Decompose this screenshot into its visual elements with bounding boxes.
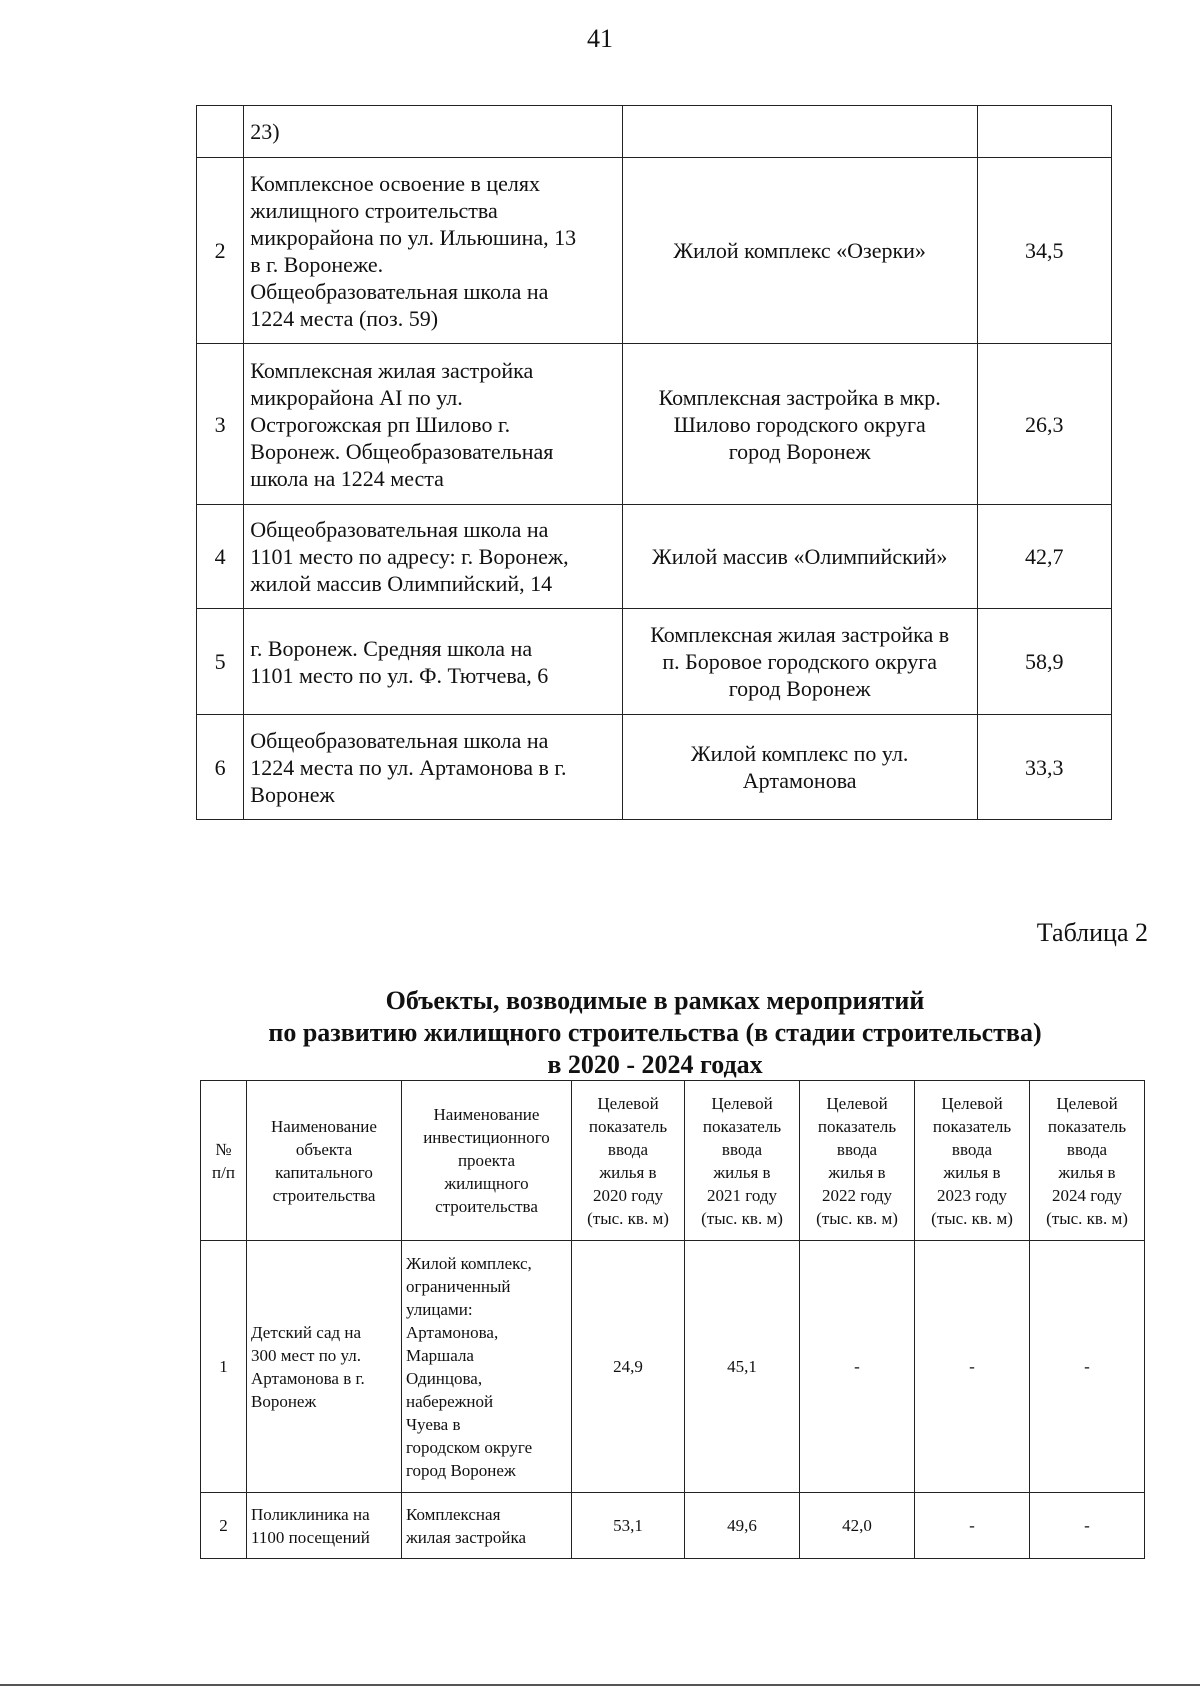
project-name: Комплексная жилая застройка в п. Боровое городского округа город Воронеж — [622, 609, 977, 715]
objects-table — [200, 1080, 1145, 1559]
table-row — [197, 106, 1112, 158]
table-row — [197, 344, 1112, 505]
row-number: 5 — [197, 609, 244, 715]
row-number: 1 — [201, 1241, 247, 1493]
project-name: Жилой комплекс «Озерки» — [622, 158, 977, 344]
value-2022: - — [800, 1241, 915, 1493]
table-row — [197, 715, 1112, 820]
table-row — [201, 1493, 1145, 1559]
value-cell: 26,3 — [977, 344, 1111, 505]
object-name: Комплексная жилая застройка микрорайона AI по ул. Острогожская рп Шилово г. Воронеж. Общеобразовательная школа на 1224 места — [244, 344, 622, 505]
object-name: г. Воронеж. Средняя школа на 1101 место по ул. Ф. Тютчева, 6 — [244, 609, 622, 715]
table-continuation — [196, 105, 1112, 820]
value-2021: 49,6 — [685, 1493, 800, 1559]
value-2023: - — [915, 1493, 1030, 1559]
value-cell: 33,3 — [977, 715, 1111, 820]
table-label: Таблица 2 — [1036, 918, 1148, 947]
row-number: 3 — [197, 344, 244, 505]
value-2020: 53,1 — [572, 1493, 685, 1559]
project-name: Жилой массив «Олимпийский» — [622, 505, 977, 609]
header-target-2024: Целевой показатель ввода жилья в 2024 году (тыс. кв. м) — [1030, 1081, 1145, 1241]
row-number: 4 — [197, 505, 244, 609]
header-row — [201, 1081, 1145, 1241]
header-target-2023: Целевой показатель ввода жилья в 2023 году (тыс. кв. м) — [915, 1081, 1030, 1241]
value-cell: 34,5 — [977, 158, 1111, 344]
value-cell: 42,7 — [977, 505, 1111, 609]
project-name: Комплексная жилая застройка — [402, 1493, 572, 1559]
object-name: Поликлиника на 1100 посещений — [247, 1493, 402, 1559]
object-name: Комплексное освоение в целях жилищного строительства микрорайона по ул. Ильюшина, 13 в г. Воронеже. Общеобразовательная школа на 1224 места (поз. 59) — [244, 158, 622, 344]
object-name: 23) — [244, 106, 622, 158]
value-cell — [977, 106, 1111, 158]
value-2022: 42,0 — [800, 1493, 915, 1559]
project-name — [622, 106, 977, 158]
header-number: № п/п — [201, 1081, 247, 1241]
page-number: 41 — [587, 24, 613, 53]
header-target-2022: Целевой показатель ввода жилья в 2022 году (тыс. кв. м) — [800, 1081, 915, 1241]
object-name: Общеобразовательная школа на 1224 места по ул. Артамонова в г. Воронеж — [244, 715, 622, 820]
header-target-2021: Целевой показатель ввода жилья в 2021 году (тыс. кв. м) — [685, 1081, 800, 1241]
table-row — [201, 1241, 1145, 1493]
project-name: Жилой комплекс, ограниченный улицами: Артамонова, Маршала Одинцова, набережной Чуева в городском округе город Воронеж — [402, 1241, 572, 1493]
value-2020: 24,9 — [572, 1241, 685, 1493]
object-name: Детский сад на 300 мест по ул. Артамонова в г. Воронеж — [247, 1241, 402, 1493]
row-number — [197, 106, 244, 158]
value-cell: 58,9 — [977, 609, 1111, 715]
table-title: Объекты, возводимые в рамках мероприятий по развитию жилищного строительства (в стадии строительства) в 2020 - 2024 годах — [268, 986, 1042, 1079]
object-name: Общеобразовательная школа на 1101 место по адресу: г. Воронеж, жилой массив Олимпийский, 14 — [244, 505, 622, 609]
header-object-name: Наименование объекта капитального строительства — [247, 1081, 402, 1241]
row-number: 6 — [197, 715, 244, 820]
page-edge-line — [0, 1684, 1200, 1686]
header-target-2020: Целевой показатель ввода жилья в 2020 году (тыс. кв. м) — [572, 1081, 685, 1241]
value-2024: - — [1030, 1241, 1145, 1493]
table-row — [197, 609, 1112, 715]
row-number: 2 — [201, 1493, 247, 1559]
row-number: 2 — [197, 158, 244, 344]
table-row — [197, 158, 1112, 344]
value-2021: 45,1 — [685, 1241, 800, 1493]
project-name: Жилой комплекс по ул. Артамонова — [622, 715, 977, 820]
table-row — [197, 505, 1112, 609]
header-project-name: Наименование инвестиционного проекта жилищного строительства — [402, 1081, 572, 1241]
value-2024: - — [1030, 1493, 1145, 1559]
value-2023: - — [915, 1241, 1030, 1493]
project-name: Комплексная застройка в мкр. Шилово городского округа город Воронеж — [622, 344, 977, 505]
